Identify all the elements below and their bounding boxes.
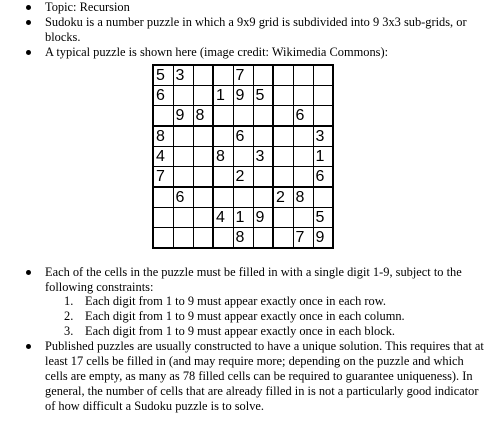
sudoku-cell bbox=[293, 207, 313, 227]
topic-text: Topic: Recursion bbox=[45, 0, 130, 14]
sudoku-cell bbox=[153, 207, 173, 227]
sudoku-cell bbox=[273, 126, 293, 147]
bullet-icon bbox=[26, 50, 31, 55]
typical-puzzle-text: A typical puzzle is shown here (image credit: Wikimedia Commons): bbox=[45, 44, 389, 59]
sudoku-cell bbox=[213, 187, 233, 208]
sudoku-cell: 3 bbox=[313, 126, 333, 147]
sudoku-cell: 8 bbox=[193, 105, 213, 126]
constraint-text: Each digit from 1 to 9 must appear exactly once in each column. bbox=[85, 309, 405, 324]
sudoku-cell: 6 bbox=[233, 126, 253, 147]
constraint-number: 2. bbox=[64, 309, 74, 324]
sudoku-cell: 8 bbox=[293, 187, 313, 208]
sudoku-cell bbox=[233, 105, 253, 126]
sudoku-cell bbox=[273, 105, 293, 126]
sudoku-cell bbox=[253, 227, 273, 248]
sudoku-cell bbox=[273, 207, 293, 227]
sudoku-cell: 9 bbox=[173, 105, 193, 126]
constraint-number: 1. bbox=[64, 294, 74, 309]
sudoku-cell: 7 bbox=[293, 227, 313, 248]
sudoku-cell bbox=[153, 187, 173, 208]
sudoku-cell bbox=[273, 227, 293, 248]
sudoku-cell: 9 bbox=[233, 85, 253, 105]
intro-text: Sudoku is a number puzzle in which a 9x9 grid is subdivided into 9 3x3 sub-grids, or blocks. bbox=[45, 14, 467, 44]
sudoku-cell bbox=[173, 146, 193, 166]
bullet-icon bbox=[26, 5, 31, 10]
sudoku-cell: 6 bbox=[313, 166, 333, 187]
sudoku-row bbox=[153, 207, 333, 227]
sudoku-row bbox=[153, 187, 333, 208]
constraint-text: Each digit from 1 to 9 must appear exactly once in each row. bbox=[85, 294, 386, 309]
sudoku-cell bbox=[313, 187, 333, 208]
sudoku-cell: 1 bbox=[213, 85, 233, 105]
sudoku-cell bbox=[293, 126, 313, 147]
sudoku-cell bbox=[193, 166, 213, 187]
constraints-list bbox=[45, 294, 487, 339]
sudoku-cell bbox=[193, 85, 213, 105]
sudoku-cell: 6 bbox=[293, 105, 313, 126]
sudoku-row bbox=[153, 166, 333, 187]
sudoku-cell: 6 bbox=[173, 187, 193, 208]
sudoku-cell bbox=[173, 85, 193, 105]
sudoku-figure bbox=[152, 64, 355, 262]
sudoku-cell: 7 bbox=[233, 65, 253, 86]
sudoku-cell: 4 bbox=[153, 146, 173, 166]
bullet-item-cells-rule bbox=[0, 265, 501, 340]
sudoku-row bbox=[153, 65, 333, 86]
sudoku-cell: 5 bbox=[253, 85, 273, 105]
sudoku-cell bbox=[213, 105, 233, 126]
sudoku-grid bbox=[152, 64, 334, 249]
sudoku-cell bbox=[253, 187, 273, 208]
sudoku-cell bbox=[173, 166, 193, 187]
bullet-icon bbox=[26, 20, 31, 25]
sudoku-row bbox=[153, 85, 333, 105]
sudoku-cell bbox=[253, 166, 273, 187]
bullet-item-intro bbox=[0, 15, 501, 45]
sudoku-cell bbox=[253, 105, 273, 126]
bullet-item-topic bbox=[0, 0, 501, 15]
sudoku-cell: 3 bbox=[253, 146, 273, 166]
sudoku-cell: 8 bbox=[233, 227, 253, 248]
bullet-item-typical-puzzle bbox=[0, 45, 501, 262]
cells-rule-text: Each of the cells in the puzzle must be filled in with a single digit 1-9, subject to the following constraints: bbox=[45, 264, 462, 294]
sudoku-cell bbox=[213, 126, 233, 147]
constraint-text: Each digit from 1 to 9 must appear exactly once in each block. bbox=[85, 324, 396, 339]
sudoku-cell bbox=[153, 105, 173, 126]
sudoku-cell bbox=[193, 146, 213, 166]
sudoku-cell bbox=[233, 146, 253, 166]
sudoku-cell bbox=[293, 85, 313, 105]
sudoku-cell: 3 bbox=[173, 65, 193, 86]
sudoku-cell bbox=[153, 227, 173, 248]
bullet-icon bbox=[26, 344, 31, 349]
sudoku-cell bbox=[213, 65, 233, 86]
sudoku-cell bbox=[273, 85, 293, 105]
sudoku-row bbox=[153, 227, 333, 248]
sudoku-cell bbox=[293, 166, 313, 187]
sudoku-cell bbox=[313, 65, 333, 86]
constraint-item bbox=[45, 294, 487, 309]
constraint-item bbox=[45, 324, 487, 339]
sudoku-cell: 4 bbox=[213, 207, 233, 227]
sudoku-cell bbox=[193, 126, 213, 147]
sudoku-cell bbox=[313, 85, 333, 105]
sudoku-cell: 7 bbox=[153, 166, 173, 187]
sudoku-cell bbox=[313, 105, 333, 126]
sudoku-cell bbox=[193, 187, 213, 208]
sudoku-cell bbox=[253, 65, 273, 86]
sudoku-cell bbox=[173, 207, 193, 227]
bullet-icon bbox=[26, 270, 31, 275]
sudoku-cell: 6 bbox=[153, 85, 173, 105]
sudoku-cell bbox=[173, 227, 193, 248]
bullet-item-published bbox=[0, 339, 501, 414]
sudoku-cell: 8 bbox=[213, 146, 233, 166]
sudoku-cell: 9 bbox=[253, 207, 273, 227]
constraint-item bbox=[45, 309, 487, 324]
sudoku-cell bbox=[173, 126, 193, 147]
sudoku-cell bbox=[193, 65, 213, 86]
sudoku-cell bbox=[273, 65, 293, 86]
sudoku-cell: 2 bbox=[233, 166, 253, 187]
sudoku-cell: 9 bbox=[313, 227, 333, 248]
sudoku-cell: 8 bbox=[153, 126, 173, 147]
sudoku-cell: 5 bbox=[313, 207, 333, 227]
sudoku-row bbox=[153, 105, 333, 126]
sudoku-cell bbox=[273, 166, 293, 187]
sudoku-cell: 5 bbox=[153, 65, 173, 86]
sudoku-cell bbox=[253, 126, 273, 147]
sudoku-cell bbox=[293, 65, 313, 86]
published-text: Published puzzles are usually constructed to have a unique solution. This requires that at least 17 cells be filled in (and may require more; depending on the puzzle and which cells are empty, as many as 78 filled cells can be required to guarantee uniqueness). In general, the number of cells that are already filled in is not a particularly good indicator of how difficult a Sudoku puzzle is to solve. bbox=[45, 339, 484, 413]
sudoku-cell bbox=[193, 227, 213, 248]
sudoku-cell: 2 bbox=[273, 187, 293, 208]
sudoku-cell: 1 bbox=[233, 207, 253, 227]
sudoku-cell bbox=[293, 146, 313, 166]
sudoku-cell bbox=[213, 166, 233, 187]
sudoku-cell bbox=[233, 187, 253, 208]
sudoku-cell bbox=[273, 146, 293, 166]
sudoku-cell bbox=[213, 227, 233, 248]
sudoku-row bbox=[153, 146, 333, 166]
constraint-number: 3. bbox=[64, 324, 74, 339]
sudoku-cell: 1 bbox=[313, 146, 333, 166]
sudoku-cell bbox=[193, 207, 213, 227]
sudoku-row bbox=[153, 126, 333, 147]
